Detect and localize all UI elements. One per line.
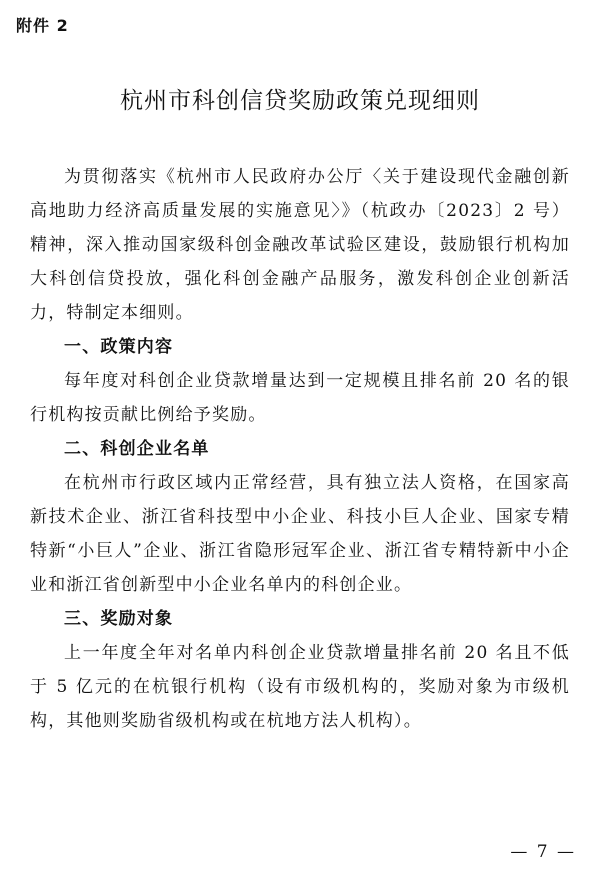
page-number: — 7 —	[510, 842, 576, 862]
section-body-policy-content: 每年度对科创企业贷款增量达到一定规模且排名前 20 名的银行机构按贡献比例给予奖励。	[30, 371, 570, 425]
section-body-reward-target: 上一年度全年对名单内科创企业贷款增量排名前 20 名且不低于 5 亿元的在杭银行机构（设有市级机构的，奖励对象为市级机构，其他则奖励省级机构或在杭地方法人机构）。	[30, 643, 570, 731]
section-heading-enterprise-list: 二、科创企业名单	[64, 439, 210, 459]
document-title: 杭州市科创信贷奖励政策兑现细则	[120, 88, 480, 114]
intro-paragraph: 为贯彻落实《杭州市人民政府办公厅〈关于建设现代金融创新高地助力经济高质量发展的实施意见〉》（杭政办〔2023〕2 号）精神，深入推动国家级科创金融改革试验区建设，鼓励银行机构加大科创信贷投放，强化科创金融产品服务，激发科创企业创新活力，特制定本细则。	[30, 167, 570, 323]
section-body-enterprise-list: 在杭州市行政区域内正常经营，具有独立法人资格，在国家高新技术企业、浙江省科技型中小企业、科技小巨人企业、国家专精特新“小巨人”企业、浙江省隐形冠军企业、浙江省专精特新中小企业和浙江省创新型中小企业名单内的科创企业。	[30, 473, 570, 595]
section-heading-reward-target: 三、奖励对象	[64, 609, 174, 629]
section-heading-policy-content: 一、政策内容	[64, 337, 174, 357]
attachment-label: 附件 2	[16, 16, 69, 35]
document-body	[30, 160, 570, 738]
